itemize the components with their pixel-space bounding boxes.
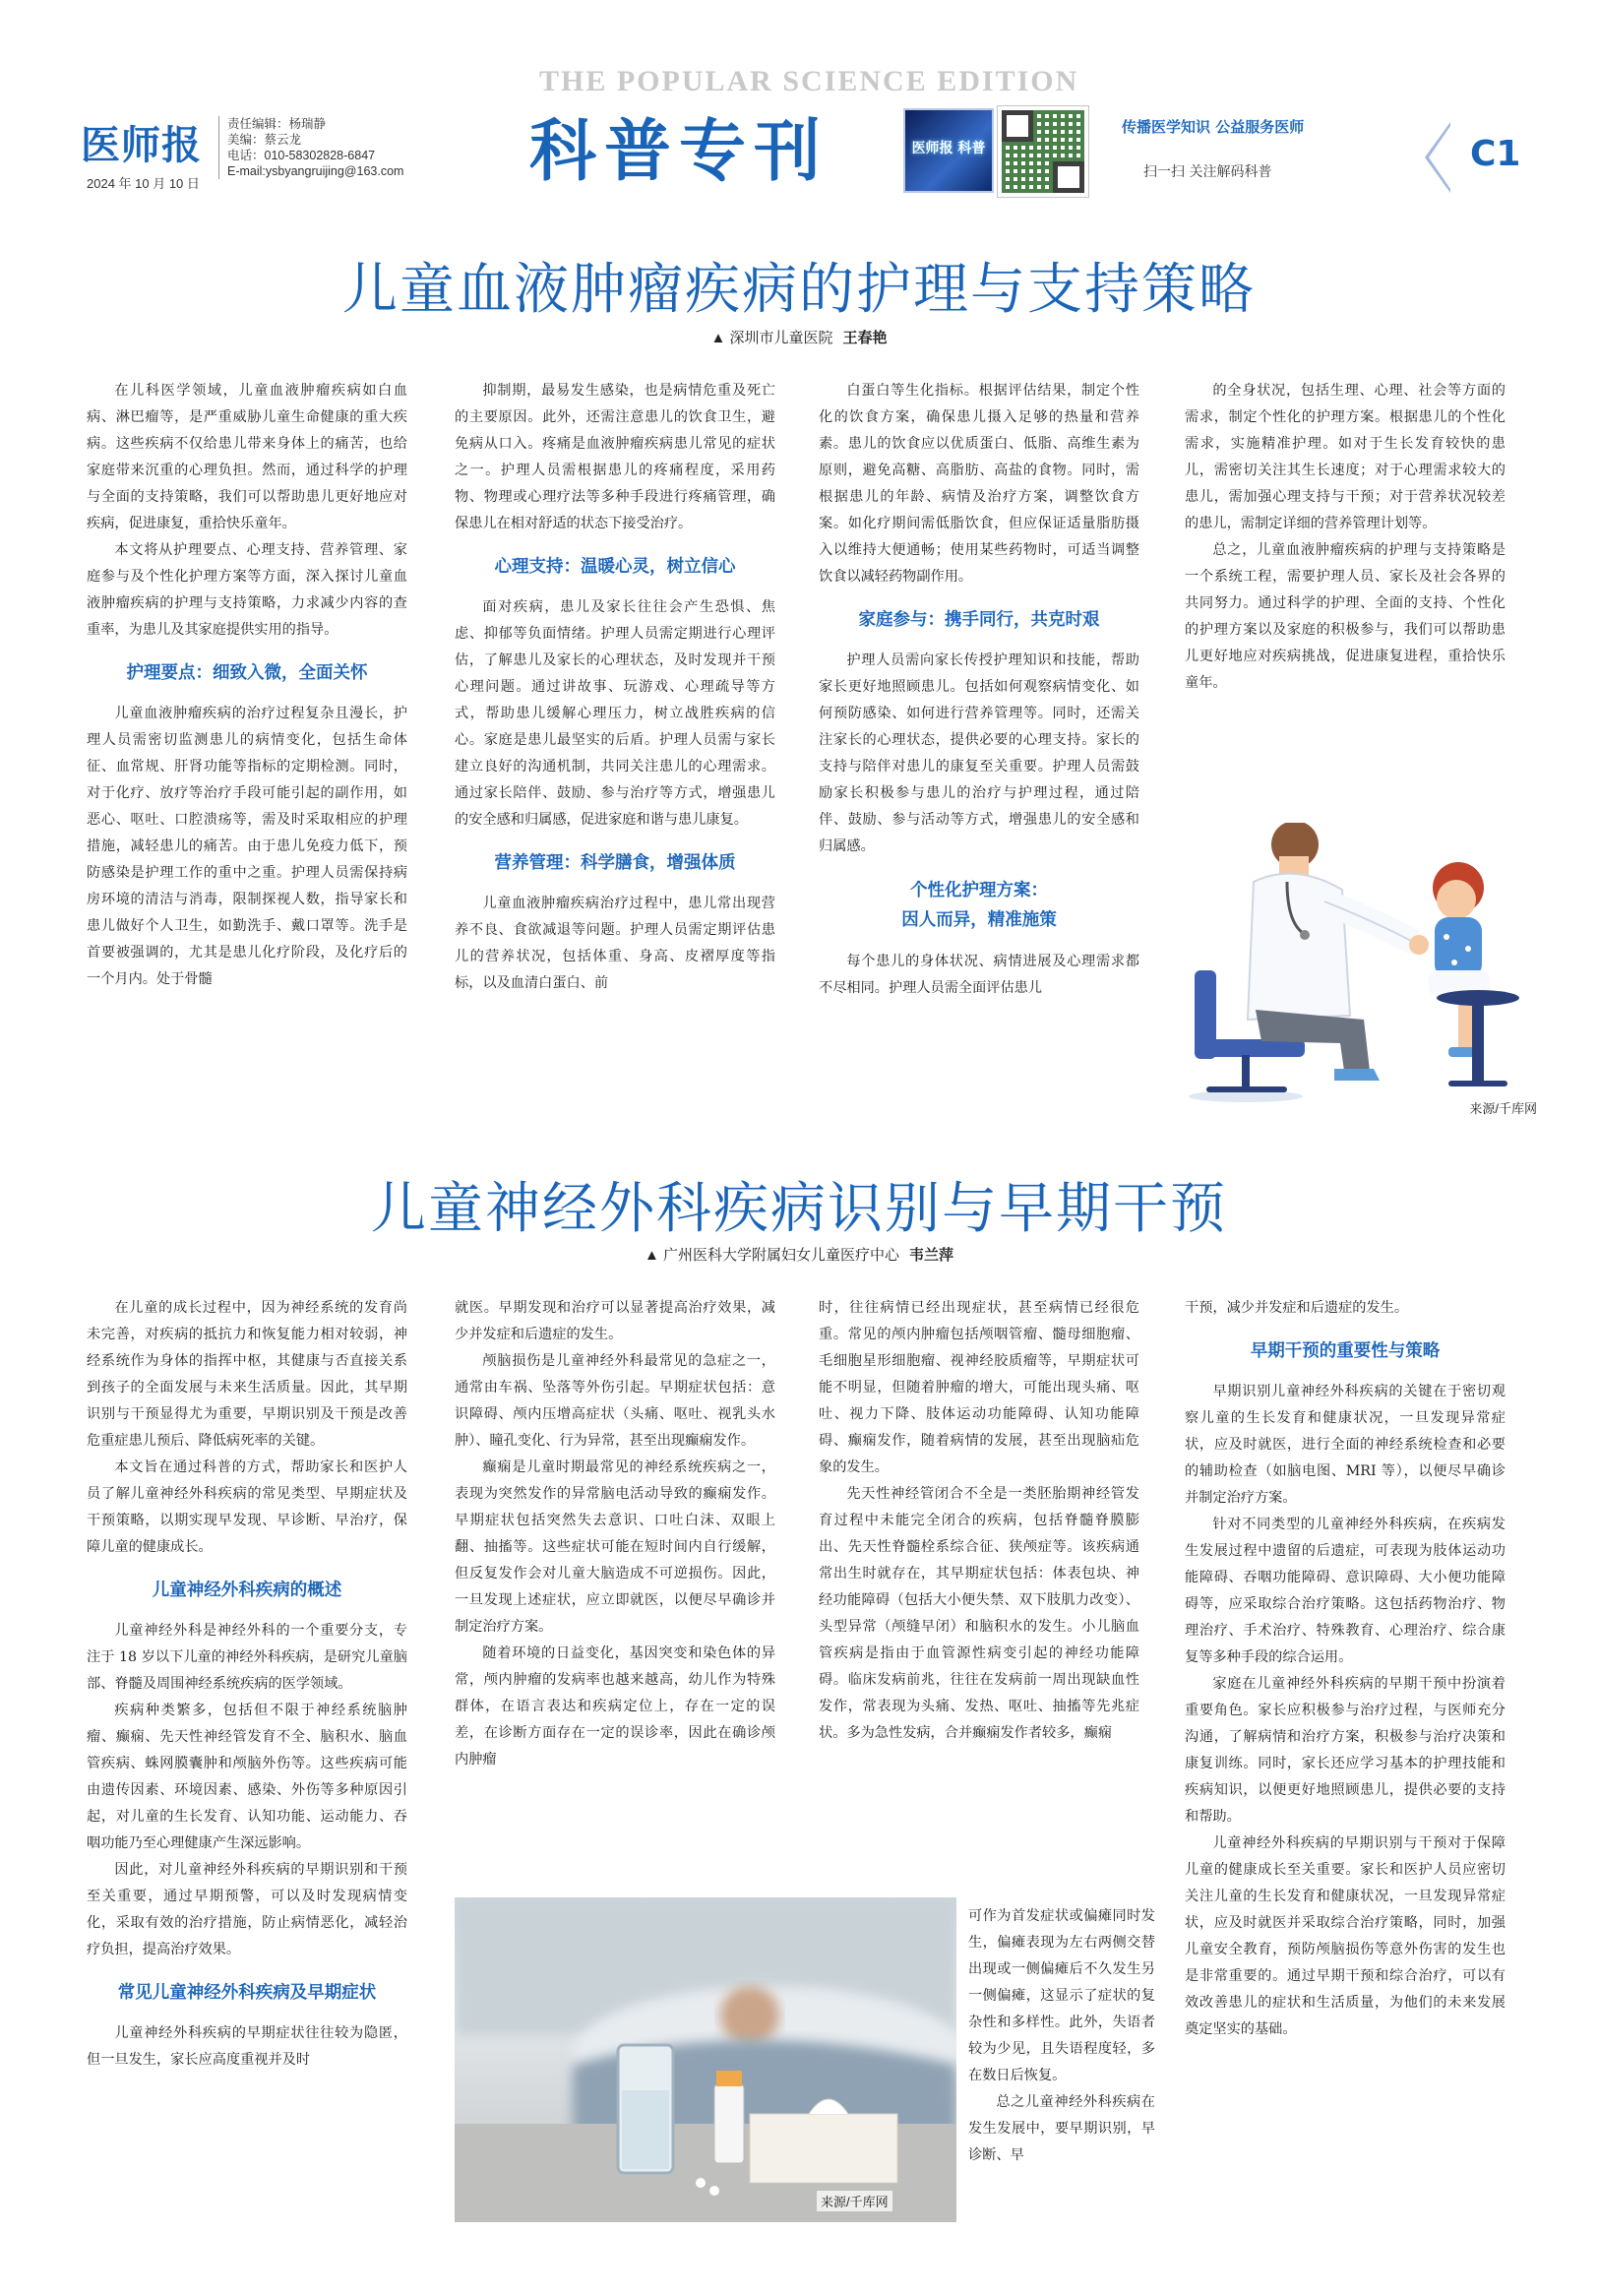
paragraph: 随着环境的日益变化，基因突变和染色体的异常，颅内肿瘤的发病率也越来越高，幼儿作为特殊群体，在语言表达和疾病定位上，存在一定的误差，在诊断方面存在一定的误诊率，因此在确诊颅内肿瘤 — [455, 1645, 775, 1768]
paragraph: 每个患儿的身体状况、病情进展及心理需求都不尽相同。护理人员需全面评估患儿 — [819, 954, 1139, 996]
article1-column-3 — [819, 378, 1139, 1002]
page-number-tab — [1425, 116, 1563, 197]
article1-column-4 — [1185, 378, 1506, 697]
paragraph: 儿童血液肿瘤疾病的治疗过程复杂且漫长，护理人员需密切监测患儿的病情变化，包括生命体征、血常规、肝肾功能等指标的定期检测。同时，对于化疗、放疗等治疗手段可能引起的副作用，如恶心、呕吐、口腔溃疡等，需及时采取相应的护理措施，减轻患儿的痛苦。由于患儿免疫力低下，预防感染是护理工作的重中之重。护理人员需保持病房环境的清洁与消毒，限制探视人数，指导家长和患儿做好个人卫生，如勤洗手、戴口罩等。洗手是首要被强调的，尤其是患儿化疗阶段，及化疗后的一个月内。处于骨髓 — [87, 706, 407, 987]
article2-column-3 — [819, 1295, 1139, 1747]
editor-line: E-mail:ysbyangruijing@163.com — [227, 164, 404, 178]
section-heading: 家庭参与：携手同行，共克时艰 — [858, 610, 1100, 630]
sick-child-photo — [455, 1897, 956, 2222]
editor-line: 责任编辑：杨瑞静 — [227, 117, 327, 131]
masthead — [0, 0, 1598, 207]
paragraph: 就医。早期发现和治疗可以显著提高治疗效果，减少并发症和后遗症的发生。 — [455, 1300, 775, 1342]
section-heading: 心理支持：温暖心灵，树立信心 — [494, 557, 736, 577]
byline-author: 韦兰萍 — [909, 1246, 954, 1264]
doctor-illustration-icon — [1177, 823, 1543, 1118]
editor-line: 美编：蔡云龙 — [227, 133, 302, 147]
section-heading: 儿童神经外科疾病的概述 — [152, 1581, 342, 1600]
paragraph: 因此，对儿童神经外科疾病的早期识别和干预至关重要，通过早期预警，可以及时发现病情变化，采取有效的治疗措施，防止病情恶化，减轻治疗负担，提高治疗效果。 — [87, 1862, 407, 1957]
section-heading: 个性化护理方案： 因人而异，精准施策 — [901, 881, 1057, 930]
paragraph: 针对不同类型的儿童神经外科疾病，在疾病发生发展过程中遗留的后遗症，可表现为肢体运动功能障碍、吞咽功能障碍、意识障碍、大小便功能障碍等，应采取综合治疗策略。这包括药物治疗、物理治疗、手术治疗、特殊教育、心理治疗、综合康复等多种手段的综合运用。 — [1185, 1517, 1506, 1665]
paragraph: 本文将从护理要点、心理支持、营养管理、家庭参与及个性化护理方案等方面，深入探讨儿童血液肿瘤疾病的护理与支持策略，力求减少内容的查重率，为患儿及其家庭提供实用的指导。 — [87, 542, 407, 638]
article2-column-4 — [1185, 1295, 1506, 2043]
editor-line: 电话：010-58302828-6847 — [227, 149, 376, 162]
edition-english-title: THE POPULAR SCIENCE EDITION — [539, 65, 1079, 97]
paragraph: 干预，减少并发症和后遗症的发生。 — [1185, 1300, 1409, 1316]
paragraph: 疾病种类繁多，包括但不限于神经系统脑肿瘤、癫痫、先天性神经管发育不全、脑积水、脑血管疾病、蛛网膜囊肿和颅脑外伤等。这些疾病可能由遗传因素、环境因素、感染、外伤等多种原因引起，对儿童的生长发育、认知功能、运动能力、吞咽功能乃至心理健康产生深远影响。 — [87, 1703, 407, 1851]
section-heading: 早期干预的重要性与策略 — [1250, 1341, 1441, 1361]
paragraph: 儿童血液肿瘤疾病治疗过程中，患儿常出现营养不良、食欲减退等问题。护理人员需定期评估患儿的营养状况，包括体重、身高、皮褶厚度等指标，以及血清白蛋白、前 — [455, 896, 775, 991]
article1-byline — [0, 327, 1598, 347]
paragraph: 先天性神经管闭合不全是一类胚胎期神经管发育过程中未能完全闭合的疾病，包括脊髓脊膜膨出、先天性脊髓栓系综合征、狭颅症等。该疾病通常出生时就存在，其早期症状包括：体表包块、神经功能障碍（包括大小便失禁、双下肢肌力改变）、头型异常（颅缝早闭）和脑积水的发生。小儿脑血管疾病是指由于血管源性病变引起的神经功能障碍。临床发病前兆，往往在发病前一周出现缺血性发作，常表现为头痛、发热、呕吐、抽搐等先兆症状。多为急性发病，合并癫痫发作者较多，癫痫 — [819, 1486, 1139, 1741]
doctor-child-illustration — [1177, 823, 1543, 1118]
paragraph: 面对疾病，患儿及家长往往会产生恐惧、焦虑、抑郁等负面情绪。护理人员需定期进行心理评估，了解患儿及家长的心理状态，及时发现并干预心理问题。通过讲故事、玩游戏、心理疏导等方式，帮助患儿缓解心理压力，树立战胜疾病的信心。家庭是患儿最坚实的后盾。护理人员需与家长建立良好的沟通机制，共同关注患儿的心理需求。通过家长陪伴、鼓励、参与治疗等方式，增强患儿的安全感和归属感，促进家庭和谐与患儿康复。 — [455, 599, 775, 828]
paragraph: 家庭在儿童神经外科疾病的早期干预中扮演着重要角色。家长应积极参与治疗过程，与医师充分沟通，了解病情和治疗方案，积极参与治疗决策和康复训练。同时，家长还应学习基本的护理技能和疾病知识，以便更好地照顾患儿，提供必要的支持和帮助。 — [1185, 1676, 1506, 1825]
paragraph: 本文旨在通过科普的方式，帮助家长和医护人员了解儿童神经外科疾病的常见类型、早期症状及干预策略，以期实现早发现、早诊断、早治疗，保障儿童的健康成长。 — [87, 1459, 407, 1555]
article2-column-3-wrap — [968, 1903, 1155, 2169]
edition-title: 科普专刊 — [529, 113, 830, 191]
image-source: 来源/千库网 — [817, 2191, 892, 2211]
byline-org: ▲ 深圳市儿童医院 — [710, 330, 833, 346]
paragraph: 在儿科医学领域，儿童血液肿瘤疾病如白血病、淋巴瘤等，是严重威胁儿童生命健康的重大疾病。这些疾病不仅给患儿带来身体上的痛苦，也给家庭带来沉重的心理负担。然而，通过科学的护理与全面的支持策略，我们可以帮助患儿更好地应对疾病，促进康复，重拾快乐童年。 — [87, 383, 407, 531]
scan-hint: 扫一扫 关注解码科普 — [1143, 164, 1272, 180]
newspaper-logo: 医师报 — [81, 123, 202, 168]
paragraph: 颅脑损伤是儿童神经外科最常见的急症之一，通常由车祸、坠落等外伤引起。早期症状包括：意识障碍、颅内压增高症状（头痛、呕吐、视乳头水肿）、瞳孔变化、行为异常，甚至出现癫痫发作。 — [455, 1353, 775, 1449]
paragraph: 儿童神经外科疾病的早期识别与干预对于保障儿童的健康成长至关重要。家长和医护人员应密切关注儿童的生长发育和健康状况，一旦发现异常症状，应及时就医并采取综合治疗策略，同时，加强儿童安全教育，预防颅脑损伤等意外伤害的发生也是非常重要的。通过早期干预和综合治疗，可以有效改善患儿的症状和生活质量，为他们的未来发展奠定坚实的基础。 — [1185, 1835, 1506, 2037]
paragraph: 总之，儿童血液肿瘤疾病的护理与支持策略是一个系统工程，需要护理人员、家长及社会各界的共同努力。通过科学的护理、全面的支持、个性化的护理方案以及家庭的积极参与，我们可以帮助患儿更好地应对疾病挑战，促进康复进程，重拾快乐童年。 — [1185, 542, 1506, 691]
promo-text: 医师报 科普 — [911, 141, 986, 156]
image-source: 来源/千库网 — [1465, 1097, 1541, 1118]
promo-image — [903, 108, 994, 193]
paragraph: 白蛋白等生化指标。根据评估结果，制定个性化的饮食方案，确保患儿摄入足够的热量和营养素。患儿的饮食应以优质蛋白、低脂、高维生素为原则，避免高糖、高脂肪、高盐的食物。同时，需根据患儿的年龄、病情及治疗方案，调整饮食方案。如化疗期间需低脂饮食，但应保证适量脂肪摄入以维持大便通畅；使用某些药物时，可适当调整饮食以减轻药物副作用。 — [819, 383, 1139, 585]
child-in-bed-icon — [455, 1897, 956, 2222]
paragraph: 总之儿童神经外科疾病在发生发展中，要早期识别，早诊断、早 — [968, 2094, 1155, 2163]
slogan: 传播医学知识 公益服务医师 — [1122, 118, 1305, 136]
section-heading: 常见儿童神经外科疾病及早期症状 — [117, 1983, 377, 2003]
byline-author: 王春艳 — [842, 329, 888, 346]
article2-byline — [0, 1244, 1598, 1265]
paragraph: 儿童神经外科疾病的早期症状往往较为隐匿，但一旦发生，家长应高度重视并及时 — [87, 2025, 407, 2068]
paragraph: 儿童神经外科是神经外科的一个重要分支，专注于 18 岁以下儿童的神经外科疾病，是研究儿童脑部、脊髓及周围神经系统疾病的医学领域。 — [87, 1623, 407, 1692]
paragraph: 时，往往病情已经出现症状，甚至病情已经很危重。常见的颅内肿瘤包括颅咽管瘤、髓母细胞瘤、毛细胞星形细胞瘤、视神经胶质瘤等，早期症状可能不明显，但随着肿瘤的增大，可能出现头痛、呕吐、视力下降、肢体运动功能障碍、认知功能障碍、癫痫发作，随着病情的发展，甚至出现脑疝危象的发生。 — [819, 1300, 1139, 1475]
paragraph: 可作为首发症状或偏瘫同时发生，偏瘫表现为左右两侧交替出现或一侧偏瘫后不久发生另一侧偏瘫，这显示了症状的复杂性和多样性。此外，失语者较为少见，且失语程度轻，多在数日后恢复。 — [968, 1908, 1155, 2083]
section-heading: 营养管理：科学膳食，增强体质 — [494, 853, 736, 873]
article1-headline: 儿童血液肿瘤疾病的护理与支持策略 — [342, 258, 1256, 322]
editor-info — [218, 116, 403, 179]
paragraph: 的全身状况，包括生理、心理、社会等方面的需求，制定个性化的护理方案。根据患儿的个性化需求，实施精准护理。如对于生长发育较快的患儿，需密切关注其生长速度；对于心理需求较大的患儿，需加强心理支持与干预；对于营养状况较差的患儿，需制定详细的营养管理计划等。 — [1185, 383, 1506, 531]
byline-org: ▲ 广州医科大学附属妇女儿童医疗中心 — [644, 1247, 899, 1264]
section-heading: 护理要点：细致入微，全面关怀 — [126, 663, 368, 683]
article2-column-2 — [455, 1295, 775, 1773]
article2-column-1 — [87, 1295, 407, 2074]
paragraph: 护理人员需向家长传授护理知识和技能，帮助家长更好地照顾患儿。包括如何观察病情变化、如何预防感染、如何进行营养管理等。同时，还需关注家长的心理状态，提供必要的心理支持。家长的支持与陪伴对患儿的康复至关重要。护理人员需鼓励家长积极参与患儿的治疗与护理过程，通过陪伴、鼓励、参与活动等方式，增强患儿的安全感和归属感。 — [819, 652, 1139, 854]
paragraph: 抑制期，最易发生感染，也是病情危重及死亡的主要原因。此外，还需注意患儿的饮食卫生，避免病从口入。疼痛是血液肿瘤疾病患儿常见的症状之一。护理人员需根据患儿的疼痛程度，采用药物、物理或心理疗法等多种手段进行疼痛管理，确保患儿在相对舒适的状态下接受治疗。 — [455, 383, 775, 531]
article2-headline: 儿童神经外科疾病识别与早期干预 — [371, 1177, 1227, 1241]
paragraph: 在儿童的成长过程中，因为神经系统的发育尚未完善，对疾病的抵抗力和恢复能力相对较弱，神经系统作为身体的指挥中枢，其健康与否直接关系到孩子的全面发展与未来生活质量。因此，其早期识别与干预显得尤为重要，早期识别及干预是改善危重症患儿预后、降低病死率的关键。 — [87, 1300, 407, 1449]
article1-column-1 — [87, 378, 407, 993]
issue-date: 2024 年 10 月 10 日 — [87, 176, 200, 191]
page-number: C1 — [1470, 134, 1521, 174]
qr-code-icon[interactable] — [998, 106, 1088, 197]
paragraph: 癫痫是儿童时期最常见的神经系统疾病之一，表现为突然发作的异常脑电活动导致的癫痫发作。早期症状包括突然失去意识、口吐白沫、双眼上翻、抽搐等。这些症状可能在短时间内自行缓解，但反复发作会对儿童大脑造成不可逆损伤。因此，一旦发现上述症状，应立即就医，以便尽早确诊并制定治疗方案。 — [455, 1459, 775, 1635]
paragraph: 早期识别儿童神经外科疾病的关键在于密切观察儿童的生长发育和健康状况，一旦发现异常症状，应及时就医，进行全面的神经系统检查和必要的辅助检查（如脑电图、MRI 等），以便尽早确诊并制定治疗方案。 — [1185, 1384, 1506, 1506]
article1-column-2 — [455, 378, 775, 997]
